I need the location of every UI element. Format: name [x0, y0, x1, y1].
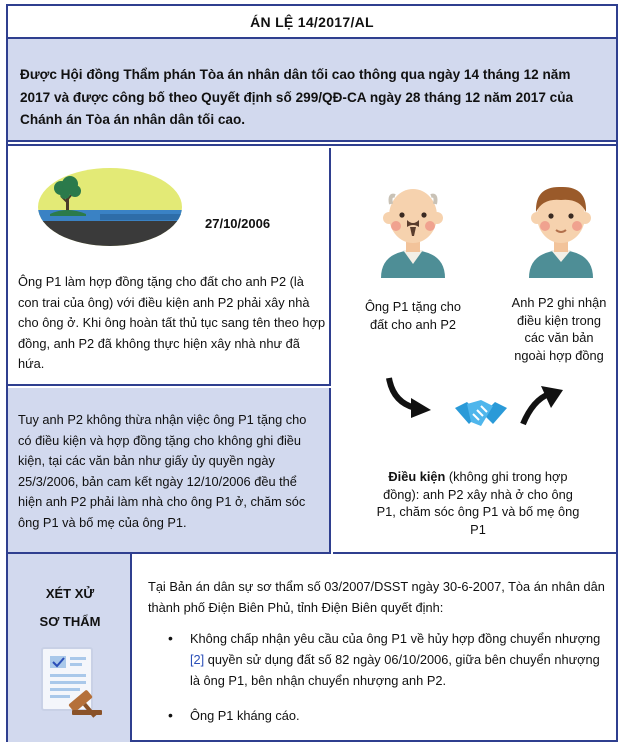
young-man-icon — [521, 182, 601, 278]
list-item: • Không chấp nhận yêu cầu của ông P1 về hủy hợp đồng chuyển nhượng [2] quyền sử dụng đất số 82 ngày 06/10/2006, giữa bên chuyển nhượng là ông P1, bên nhận chuyển nhượng anh P2. — [148, 628, 606, 691]
page-title: ÁN LỆ 14/2017/AL — [8, 6, 616, 39]
dispute-text: Tuy anh P2 không thừa nhận việc ông P1 tặng cho có điều kiện và hợp đồng tặng cho không ghi điều kiện, tại các văn bản như giấy ủy quyền ngày 25/3/2006, bản cam kết ngày 12/10/2006 đều thể hiện anh P2 phải làm nhà cho ông P1 ở, chăm sóc ông P1 và bố mẹ của ông P1. — [18, 412, 307, 530]
old-man-icon — [373, 182, 453, 278]
curved-arrow-up-icon — [519, 384, 565, 428]
trial-intro: Tại Bản án dân sự sơ thẩm số 03/2007/DSST ngày 30-6-2007, Tòa án nhân dân thành phố Điện Biên Phủ, tỉnh Điện Biên quyết định: — [148, 579, 605, 615]
intro-text: Được Hội đồng Thẩm phán Tòa án nhân dân tối cao thông qua ngày 14 tháng 12 năm 2017 và được công bố theo Quyết định số 299/QĐ-CA ngày 28 tháng 12 năm 2017 của Chánh án Tòa án nhân dân tối cao. — [8, 39, 616, 142]
court-document-gavel-icon — [34, 646, 110, 718]
trial-label-panel — [8, 554, 132, 742]
condition-text — [373, 468, 583, 538]
trial-title-line2: SƠ THẨM — [39, 614, 101, 629]
facts-story: Ông P1 làm hợp đồng tặng cho đất cho anh P2 (là con trai của ông) với điều kiện anh P2 phải xây nhà cho ông ở. Khi ông hoàn tất thủ tục sang tên theo hợp đồng, anh P2 đã không thực hiện xây nhà như đã hứa. — [18, 274, 326, 372]
list-item: • Ông P1 kháng cáo. — [148, 705, 606, 726]
case-frame — [6, 4, 618, 742]
p1-caption: Ông P1 tặng cho đất cho anh P2 — [364, 299, 462, 332]
trial-decision-panel — [134, 554, 616, 742]
handshake-icon — [453, 398, 509, 434]
section-divider — [8, 142, 616, 146]
landscape-icon — [36, 166, 184, 248]
dispute-panel — [8, 388, 331, 554]
curved-arrow-down-icon — [385, 374, 435, 420]
facts-panel — [8, 148, 331, 386]
trial-title-line1: XÉT XỬ — [45, 586, 95, 601]
footnote-link[interactable]: [2] — [190, 652, 205, 667]
condition-label: Điều kiện — [388, 469, 446, 484]
event-date: 27/10/2006 — [205, 216, 271, 231]
diagram-panel — [333, 148, 616, 554]
decision-list — [148, 628, 606, 726]
p2-caption: Anh P2 ghi nhận điều kiện trong các văn bản ngoài hợp đồng — [511, 295, 607, 363]
condition-body: (không ghi trong hợp đồng): anh P2 xây nhà ở cho ông P1, chăm sóc ông P1 và bố mẹ ông P1 — [376, 469, 580, 537]
